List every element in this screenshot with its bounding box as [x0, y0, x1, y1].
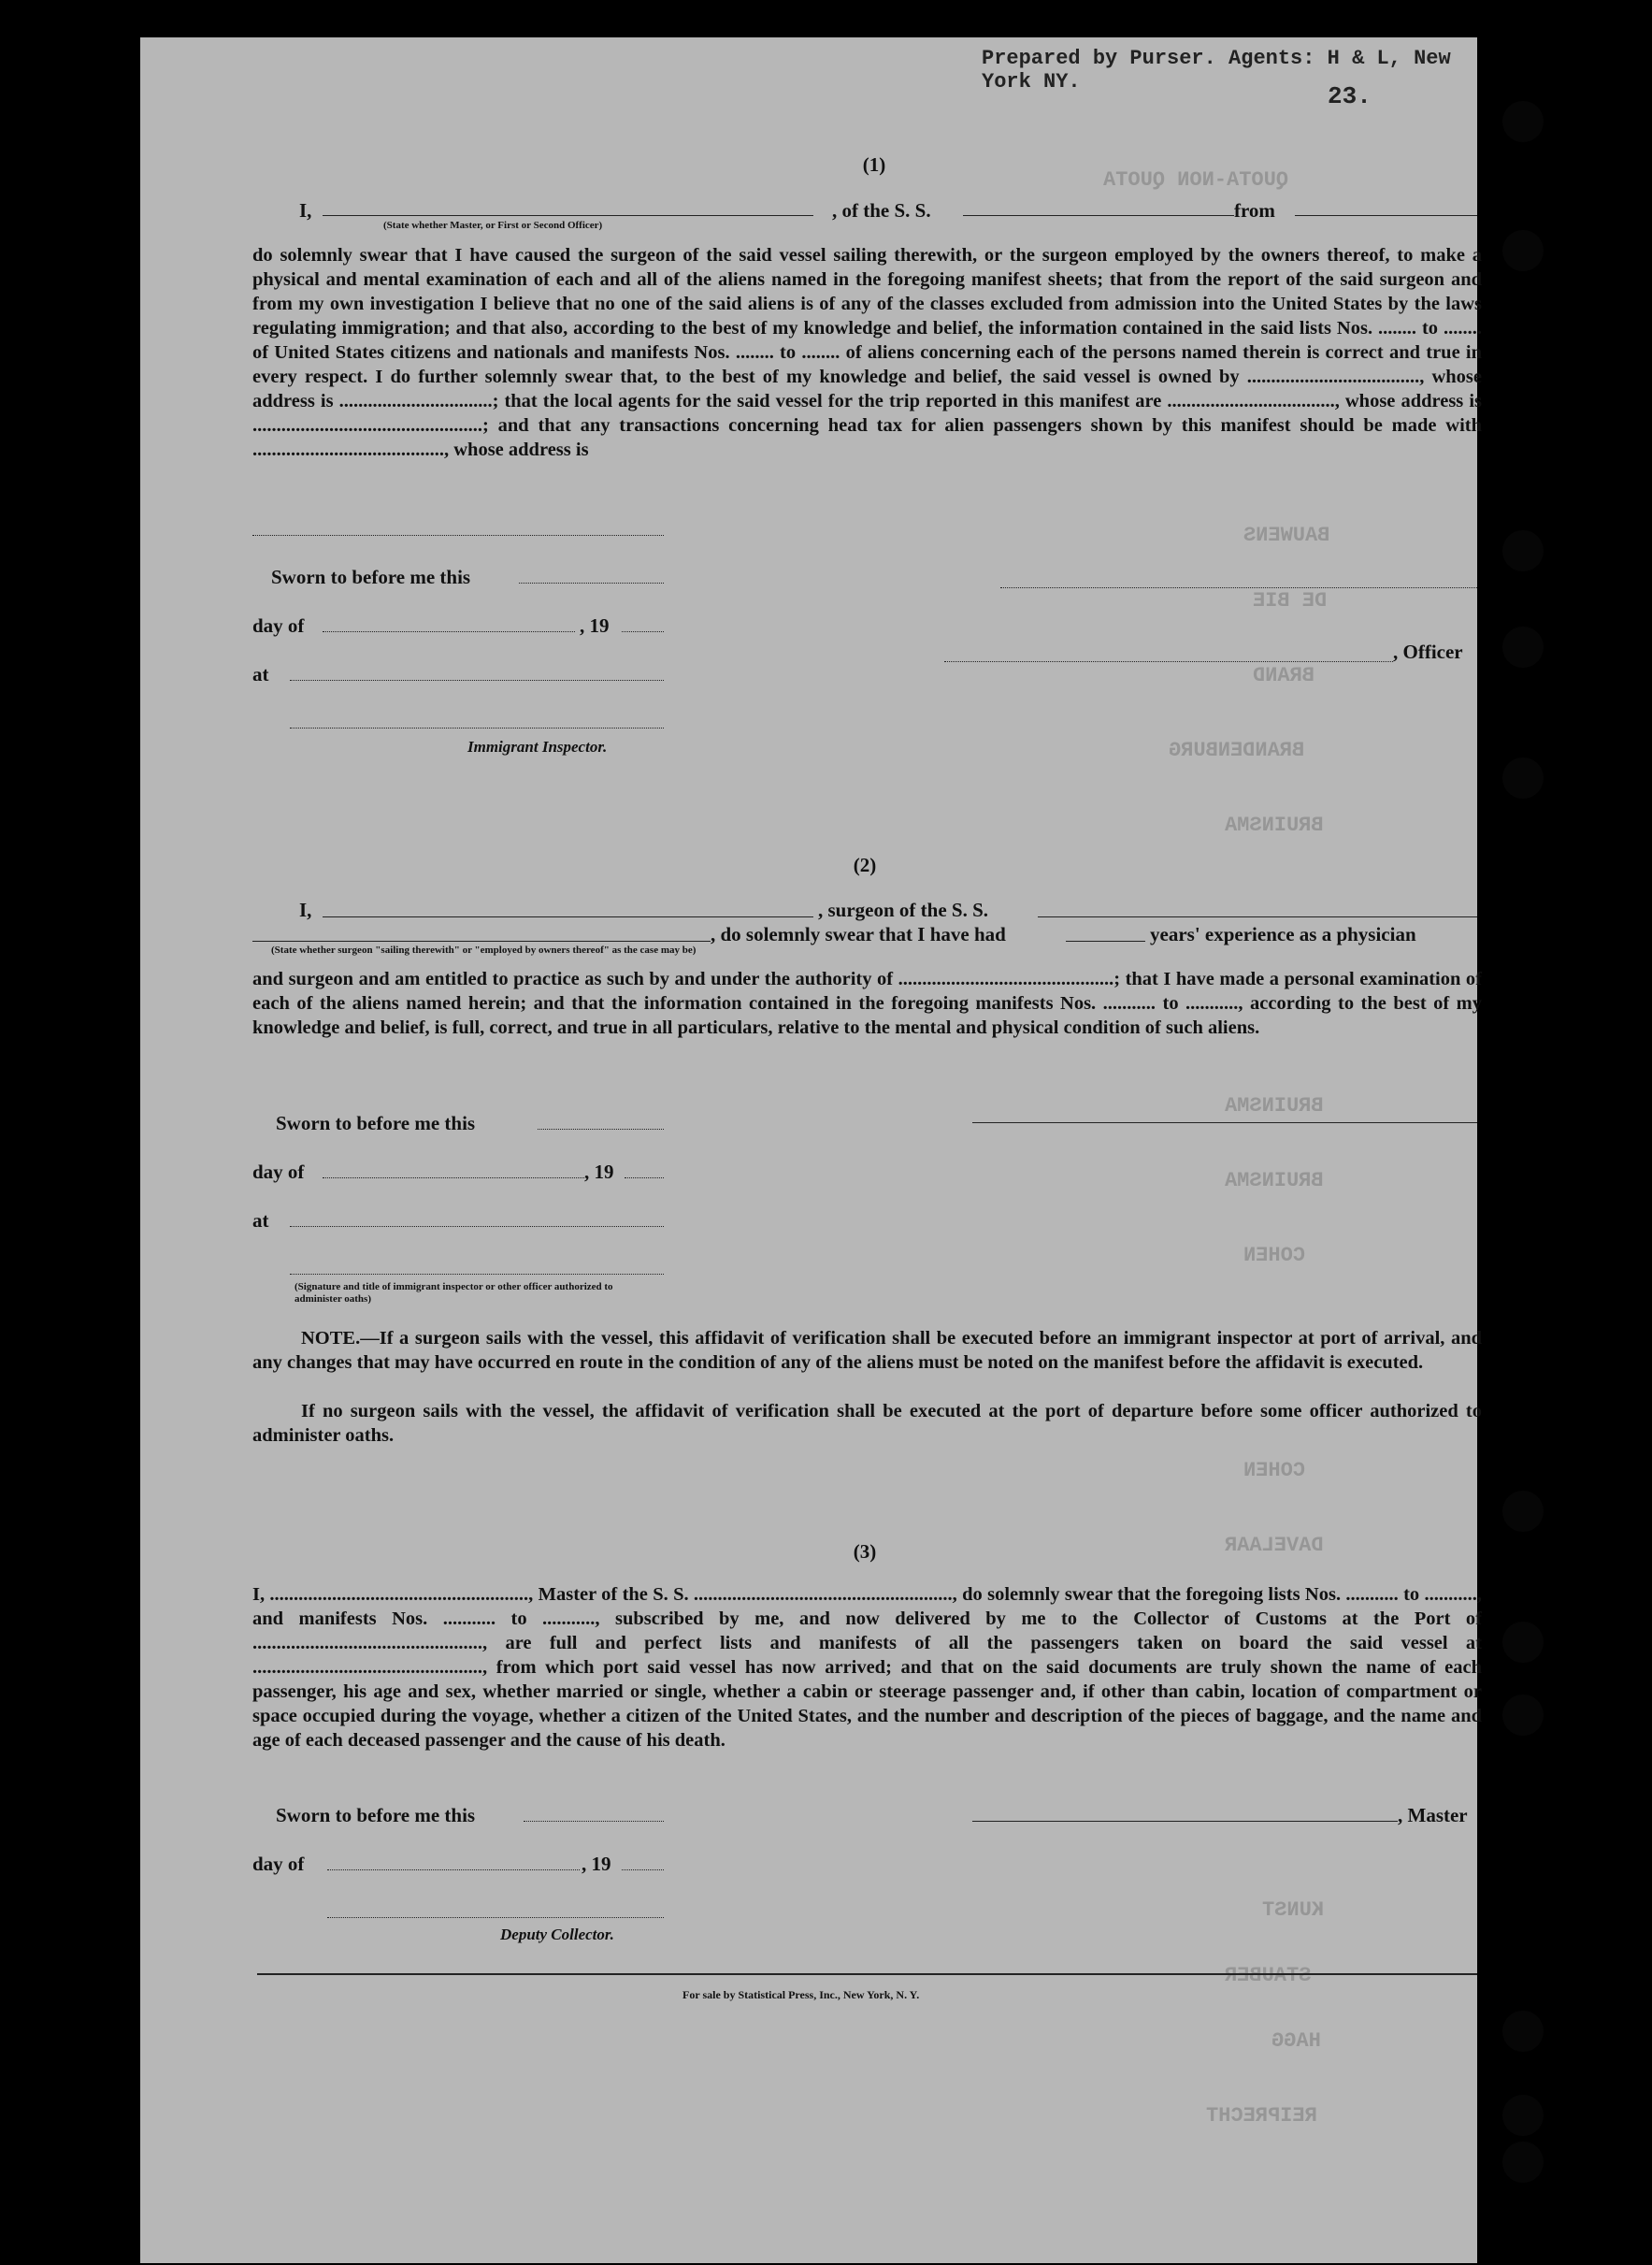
section-number: (1) [862, 153, 886, 176]
ghost-text: COHEN [1243, 1459, 1306, 1482]
year-blank [622, 631, 664, 632]
state-note: (State whether surgeon "sailing therewith" or "employed by owners thereof" as the case may be) [271, 945, 697, 956]
punch-hole [1502, 101, 1544, 142]
ghost-text: HAGG [1271, 2029, 1321, 2053]
ghost-text: REIPRECHT [1206, 2104, 1317, 2128]
punch-hole [1502, 1622, 1544, 1663]
ghost-text: BRUINSMA [1225, 1169, 1324, 1192]
day-blank [323, 631, 575, 632]
year-blank [625, 1177, 664, 1178]
sworn-blank [524, 1821, 664, 1822]
ghost-text: STAUBER [1225, 1964, 1312, 1987]
section2-paragraph: and surgeon and am entitled to practice as such by and under the authority of .............................................; that I have made a personal examination of each of the aliens named herein; and that the information contained in the foregoing manifests Nos. ........... to ..........., according to the best of my knowledge and belief, is full, correct, and true in all particulars, relative to the mental and physical condition of such aliens. [252, 969, 1482, 1038]
day-of-label: day of [252, 614, 305, 637]
name-blank [323, 215, 813, 216]
sworn-label: Sworn to before me this [276, 1804, 476, 1826]
oath-line-i: I, [299, 199, 312, 222]
at-blank [290, 1226, 664, 1227]
sig-blank [290, 1274, 664, 1275]
punch-hole [1502, 2095, 1544, 2136]
sworn-blank [519, 583, 664, 584]
section-number: (2) [853, 854, 877, 876]
swear-label: , do solemnly swear that I have had [711, 923, 1006, 945]
ghost-text: COHEN [1243, 1244, 1306, 1267]
officer-label: , Officer [1393, 641, 1463, 663]
surgeon-blank [252, 941, 711, 942]
ghost-text: QUOTA-NON QUOTA [1103, 168, 1289, 192]
ghost-text: DE BIE [1253, 589, 1328, 613]
inspector-blank [290, 728, 664, 729]
punch-hole [1502, 1695, 1544, 1736]
vessel-blank [963, 215, 1234, 216]
year-label: , 19 [580, 614, 610, 637]
state-note: (State whether Master, or First or Second Officer) [383, 220, 603, 231]
ghost-text: BRUINSMA [1225, 1094, 1324, 1118]
at-label: at [252, 663, 269, 685]
day-blank [323, 1177, 584, 1178]
day-of-label: day of [252, 1853, 305, 1875]
day-of-label: day of [252, 1161, 305, 1183]
surgeon-of-label: , surgeon of the S. S. [818, 899, 989, 921]
from-blank [1295, 215, 1477, 216]
at-blank [290, 680, 664, 681]
blank-line [1000, 587, 1477, 588]
punch-hole [1502, 627, 1544, 668]
year-label: , 19 [582, 1853, 611, 1875]
ghost-text: DAVELAAR [1225, 1534, 1324, 1557]
page-number: 23. [1328, 82, 1372, 110]
name-blank [323, 916, 813, 917]
sworn-label: Sworn to before me this [271, 566, 471, 588]
ghost-text: BAUWENS [1243, 524, 1330, 547]
printer-credit: For sale by Statistical Press, Inc., New York, N. Y. [682, 1988, 920, 2001]
sworn-label: Sworn to before me this [276, 1112, 476, 1134]
punch-hole [1502, 230, 1544, 271]
note-paragraph: NOTE.—If a surgeon sails with the vessel, this affidavit of verification shall be executed before an immigrant inspector at port of arrival, and any changes that may have occurred en route in the condition of any of the aliens must be noted on the manifest before the affidavit is executed. [252, 1328, 1482, 1373]
ghost-text: BRANDENBURG [1169, 739, 1305, 762]
inspector-label: Immigrant Inspector. [467, 738, 608, 756]
section3-paragraph: I, ......................................................, Master of the S. S. ......................................................, do solemnly swear that the foregoing lists Nos. ........... to ..........., and manifests Nos. ........... to ..........., subscribed by me, and now delivered by me to the Collector of Customs at the Port of ................................................, are full and perfect lists and manifests of all the passengers taken on board the said vessel at ................................................, from which port said vessel has now arrived; and that on the said documents are truly shown the name of each passenger, his age and sex, whether married or single, whether a cabin or steerage passenger and, if other than cabin, location of compartment or space occupied during the voyage, whether a citizen of the United States, and the number and description of the pieces of baggage, and the name and age of each deceased passenger and the cause of his death. [252, 1584, 1482, 1751]
years-label: years' experience as a physician [1150, 923, 1416, 945]
officer-blank [944, 661, 1393, 662]
year-label: , 19 [584, 1161, 614, 1183]
note-paragraph: If no surgeon sails with the vessel, the affidavit of verification shall be executed at the port of departure before some officer authorized to administer oaths. [252, 1401, 1482, 1446]
day-blank [327, 1869, 580, 1870]
section-number: (3) [853, 1540, 877, 1563]
at-label: at [252, 1209, 269, 1232]
years-blank [1066, 941, 1145, 942]
punch-hole [1502, 2011, 1544, 2052]
ghost-text: KUNST [1262, 1898, 1325, 1922]
master-label: , Master [1398, 1804, 1468, 1826]
year-blank [622, 1869, 664, 1870]
punch-hole [1502, 530, 1544, 571]
punch-hole [1502, 757, 1544, 799]
section1-paragraph: do solemnly swear that I have caused the surgeon of the said vessel sailing therewith, or the surgeon employed by the owners thereof, to make a physical and mental examination of each and all of the aliens named in the foregoing manifest sheets; that from the report of the said surgeon and from my own investigation I believe that no one of the said aliens is of any of the classes excluded from admission into the United States by the laws regulating immigration; and that also, according to the best of my knowledge and belief, the information contained in the said lists Nos. ........ to ........ of United States citizens and nationals and manifests Nos. ........ to ........ of aliens concerning each of the persons named therein is correct and true in every respect. I do further solemnly swear that, to the best of my knowledge and belief, the said vessel is owned by ...................................., whose address is ................................; that the local agents for the said vessel for the trip reported in this manifest are ..................................., whose address is ................................................; and that any transactions concerning head tax for alien passengers shown by this manifest should be made with ........................................, whose address is [252, 245, 1482, 460]
ghost-text: BRAND [1253, 664, 1315, 687]
blank-line [252, 535, 664, 536]
vessel-blank [1038, 916, 1477, 917]
sworn-blank [538, 1129, 664, 1130]
collector-label: Deputy Collector. [500, 1926, 614, 1943]
master-blank [972, 1821, 1398, 1822]
of-ss-label: , of the S. S. [832, 199, 931, 222]
header-prepared-by: Prepared by Purser. Agents: H & L, New York NY. [982, 47, 1451, 94]
ghost-text: BRUINSMA [1225, 814, 1324, 837]
punch-hole [1502, 1491, 1544, 1532]
sig-note: (Signature and title of immigrant inspector or other officer authorized to administer oaths) [294, 1281, 613, 1305]
punch-hole [1502, 2142, 1544, 2183]
footer-rule [257, 1973, 1477, 1975]
from-label: from [1234, 199, 1275, 222]
collector-blank [327, 1917, 664, 1918]
signature-blank [972, 1122, 1477, 1123]
oath-line-i: I, [299, 899, 312, 921]
